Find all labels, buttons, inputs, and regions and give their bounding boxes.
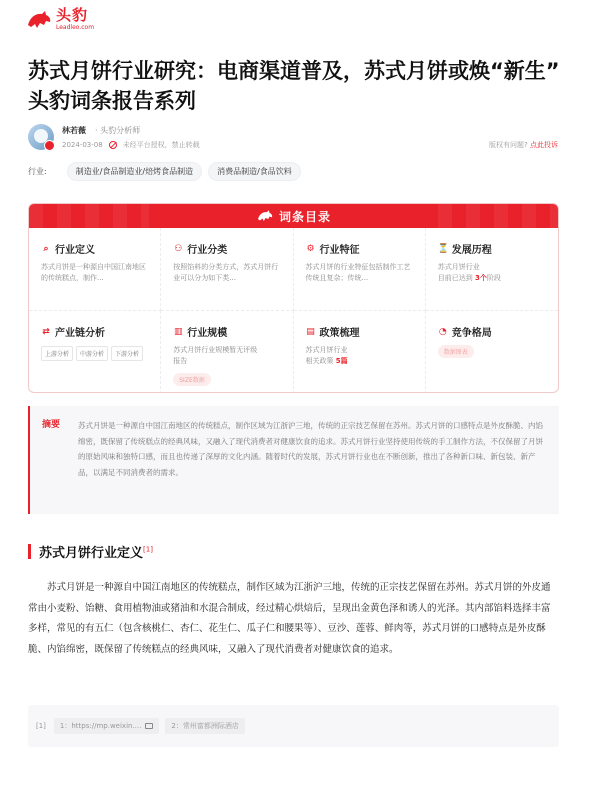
reference-index: [1]	[36, 722, 46, 730]
toc-desc-line: 苏式月饼行业	[437, 263, 480, 271]
toc-item-history[interactable]	[426, 228, 558, 311]
page-title: 苏式月饼行业研究：电商渠道普及，苏式月饼或焕“新生” 头豹词条报告系列	[28, 59, 560, 113]
toc-item-desc: 苏式月饼是一种源自中国江南地区的传统糕点，制作...	[41, 263, 146, 282]
industry-tag[interactable]: 消费品制造/食品饮料	[208, 162, 301, 181]
chain-tags	[41, 346, 148, 361]
toc-desc-line: 相关政策	[305, 357, 336, 365]
reference-text: 2：常州富都洲际酒店	[171, 722, 239, 730]
midstream-tag[interactable]: 中游分析	[76, 346, 108, 361]
toc-desc-line: 苏式月饼行业	[305, 346, 348, 354]
brand-domain: Leadleo.com	[56, 24, 95, 31]
section-accent-bar	[28, 544, 31, 559]
magnifier-icon: ⌕	[43, 243, 49, 254]
publish-date: 2024-03-08	[62, 141, 103, 149]
table-of-contents	[28, 203, 559, 393]
references-box	[28, 705, 559, 747]
toc-item-desc: 按照馅料的分类方式，苏式月饼行业可以分为如下类...	[173, 263, 279, 282]
hierarchy-icon: ⚇	[174, 243, 183, 254]
chart-data-pill[interactable]: 数据图表	[438, 345, 474, 358]
meta-line	[62, 140, 200, 150]
definition-paragraph: 苏式月饼是一种源自中国江南地区的传统糕点，制作区域为江浙沪三地，传统的正宗技艺保留在苏州。苏式月饼的外皮通常由小麦粉、饴糖、食用植物油或猪油和水混合制成，经过精心烘焙后，呈现出金黄色泽和诱人的光泽。其内部馅料选择丰富多样，常见的有五仁（包含核桃仁、杏仁、花生仁、瓜子仁和腰果等）、豆沙、莲蓉、鲜肉等，苏式月饼的口感特点是外皮酥脆、内馅绵密，既保留了传统糕点的经典风味，又融入了现代消费者对健康饮食的追求。	[28, 582, 551, 655]
reference-item[interactable]	[54, 718, 159, 734]
gear-icon: ⚙	[306, 243, 315, 254]
toc-desc-line: 目前已达到	[437, 274, 475, 282]
toc-item-title: 竞争格局	[451, 328, 492, 339]
industry-tag[interactable]: 制造业/食品制造业/焙烤食品制造	[67, 162, 202, 181]
toc-item-policy[interactable]	[294, 311, 426, 393]
forbidden-icon	[109, 141, 117, 149]
toc-item-desc	[438, 262, 546, 284]
toc-item-desc: 苏式月饼行业规模暂无评级报告	[173, 346, 258, 365]
complaint-link[interactable]: 点此投诉	[530, 141, 558, 149]
copyright-complaint	[489, 140, 558, 150]
toc-item-title: 行业规模	[187, 328, 228, 339]
author-org: · 头豹分析师	[95, 126, 141, 135]
industry-tags	[28, 162, 301, 181]
toc-item-definition[interactable]	[29, 228, 161, 311]
leopard-logo-icon	[26, 9, 52, 31]
brand-logo[interactable]	[26, 8, 94, 31]
toc-desc-line: 阶段	[486, 274, 501, 282]
toc-item-market-size[interactable]	[161, 311, 293, 393]
toc-item-title: 发展历程	[451, 245, 492, 256]
policy-count: 5篇	[335, 357, 348, 365]
toc-item-classification[interactable]	[161, 228, 293, 311]
abstract-box	[28, 406, 559, 514]
toc-item-title: 行业定义	[55, 245, 95, 256]
toc-item-industry-chain[interactable]	[29, 311, 161, 393]
author-row	[28, 124, 576, 154]
verified-badge-icon	[44, 140, 55, 151]
section-title	[39, 542, 153, 561]
abstract-label: 摘要	[42, 420, 61, 430]
toc-item-desc	[306, 345, 413, 367]
stage-count: 3个	[474, 274, 487, 282]
toc-item-title: 行业分类	[187, 245, 228, 256]
toc-item-title: 行业特征	[319, 245, 360, 256]
toc-title: 词条目录	[278, 209, 331, 224]
leopard-logo-icon	[256, 209, 274, 223]
toc-grid	[29, 228, 558, 393]
toc-item-title: 产业链分析	[55, 328, 105, 339]
toc-item-title: 政策梳理	[319, 328, 360, 339]
reference-item[interactable]	[165, 718, 244, 734]
brand-name: 头豹	[56, 6, 89, 24]
reference-text: 1：https://mp.weixin....	[59, 722, 142, 730]
pie-icon: ◔	[438, 326, 447, 337]
downstream-tag[interactable]: 下游分析	[111, 346, 143, 361]
history-icon: ⏳	[437, 243, 449, 254]
toc-item-desc: 苏式月饼的行业特征包括制作工艺传统且复杂；传统...	[305, 263, 411, 282]
citation-link[interactable]: [1]	[143, 545, 153, 554]
repost-notice: 未经平台授权，禁止转载	[122, 141, 200, 149]
toc-header	[29, 204, 558, 228]
link-icon	[145, 723, 153, 729]
abstract-text: 苏式月饼是一种源自中国江南地区的传统糕点，制作区域为江浙沪三地，传统的正宗技艺保留在苏州。苏式月饼的口感特点是外皮酥脆、内馅绵密，既保留了传统糕点的经典风味，又融入了现代消费者对健康饮食的追求。苏式月饼行业坚持使用传统的手工制作方法，不仅保留了月饼的原始风味和独特口感，而且也传递了深厚的文化内涵。随着时代的发展，苏式月饼行业也在不断创新，推出了各种新口味、新包装、新产品，以满足不同消费者的需求。	[78, 421, 544, 477]
copyright-question: 版权有问题?	[489, 141, 528, 149]
section-title-text: 苏式月饼行业定义	[39, 546, 144, 561]
upstream-tag[interactable]: 上游分析	[41, 346, 73, 361]
section-heading	[28, 542, 153, 561]
size-data-pill[interactable]: SIZE数据	[173, 373, 210, 386]
toc-item-features[interactable]	[294, 228, 426, 311]
policy-icon: ▤	[306, 326, 315, 337]
toc-item-competition[interactable]	[426, 311, 558, 393]
chain-icon: ⇄	[42, 326, 50, 337]
author-name[interactable]: 林若薇	[62, 126, 86, 135]
industry-label: 行业:	[28, 167, 47, 176]
bar-chart-icon: ▥	[173, 326, 183, 337]
